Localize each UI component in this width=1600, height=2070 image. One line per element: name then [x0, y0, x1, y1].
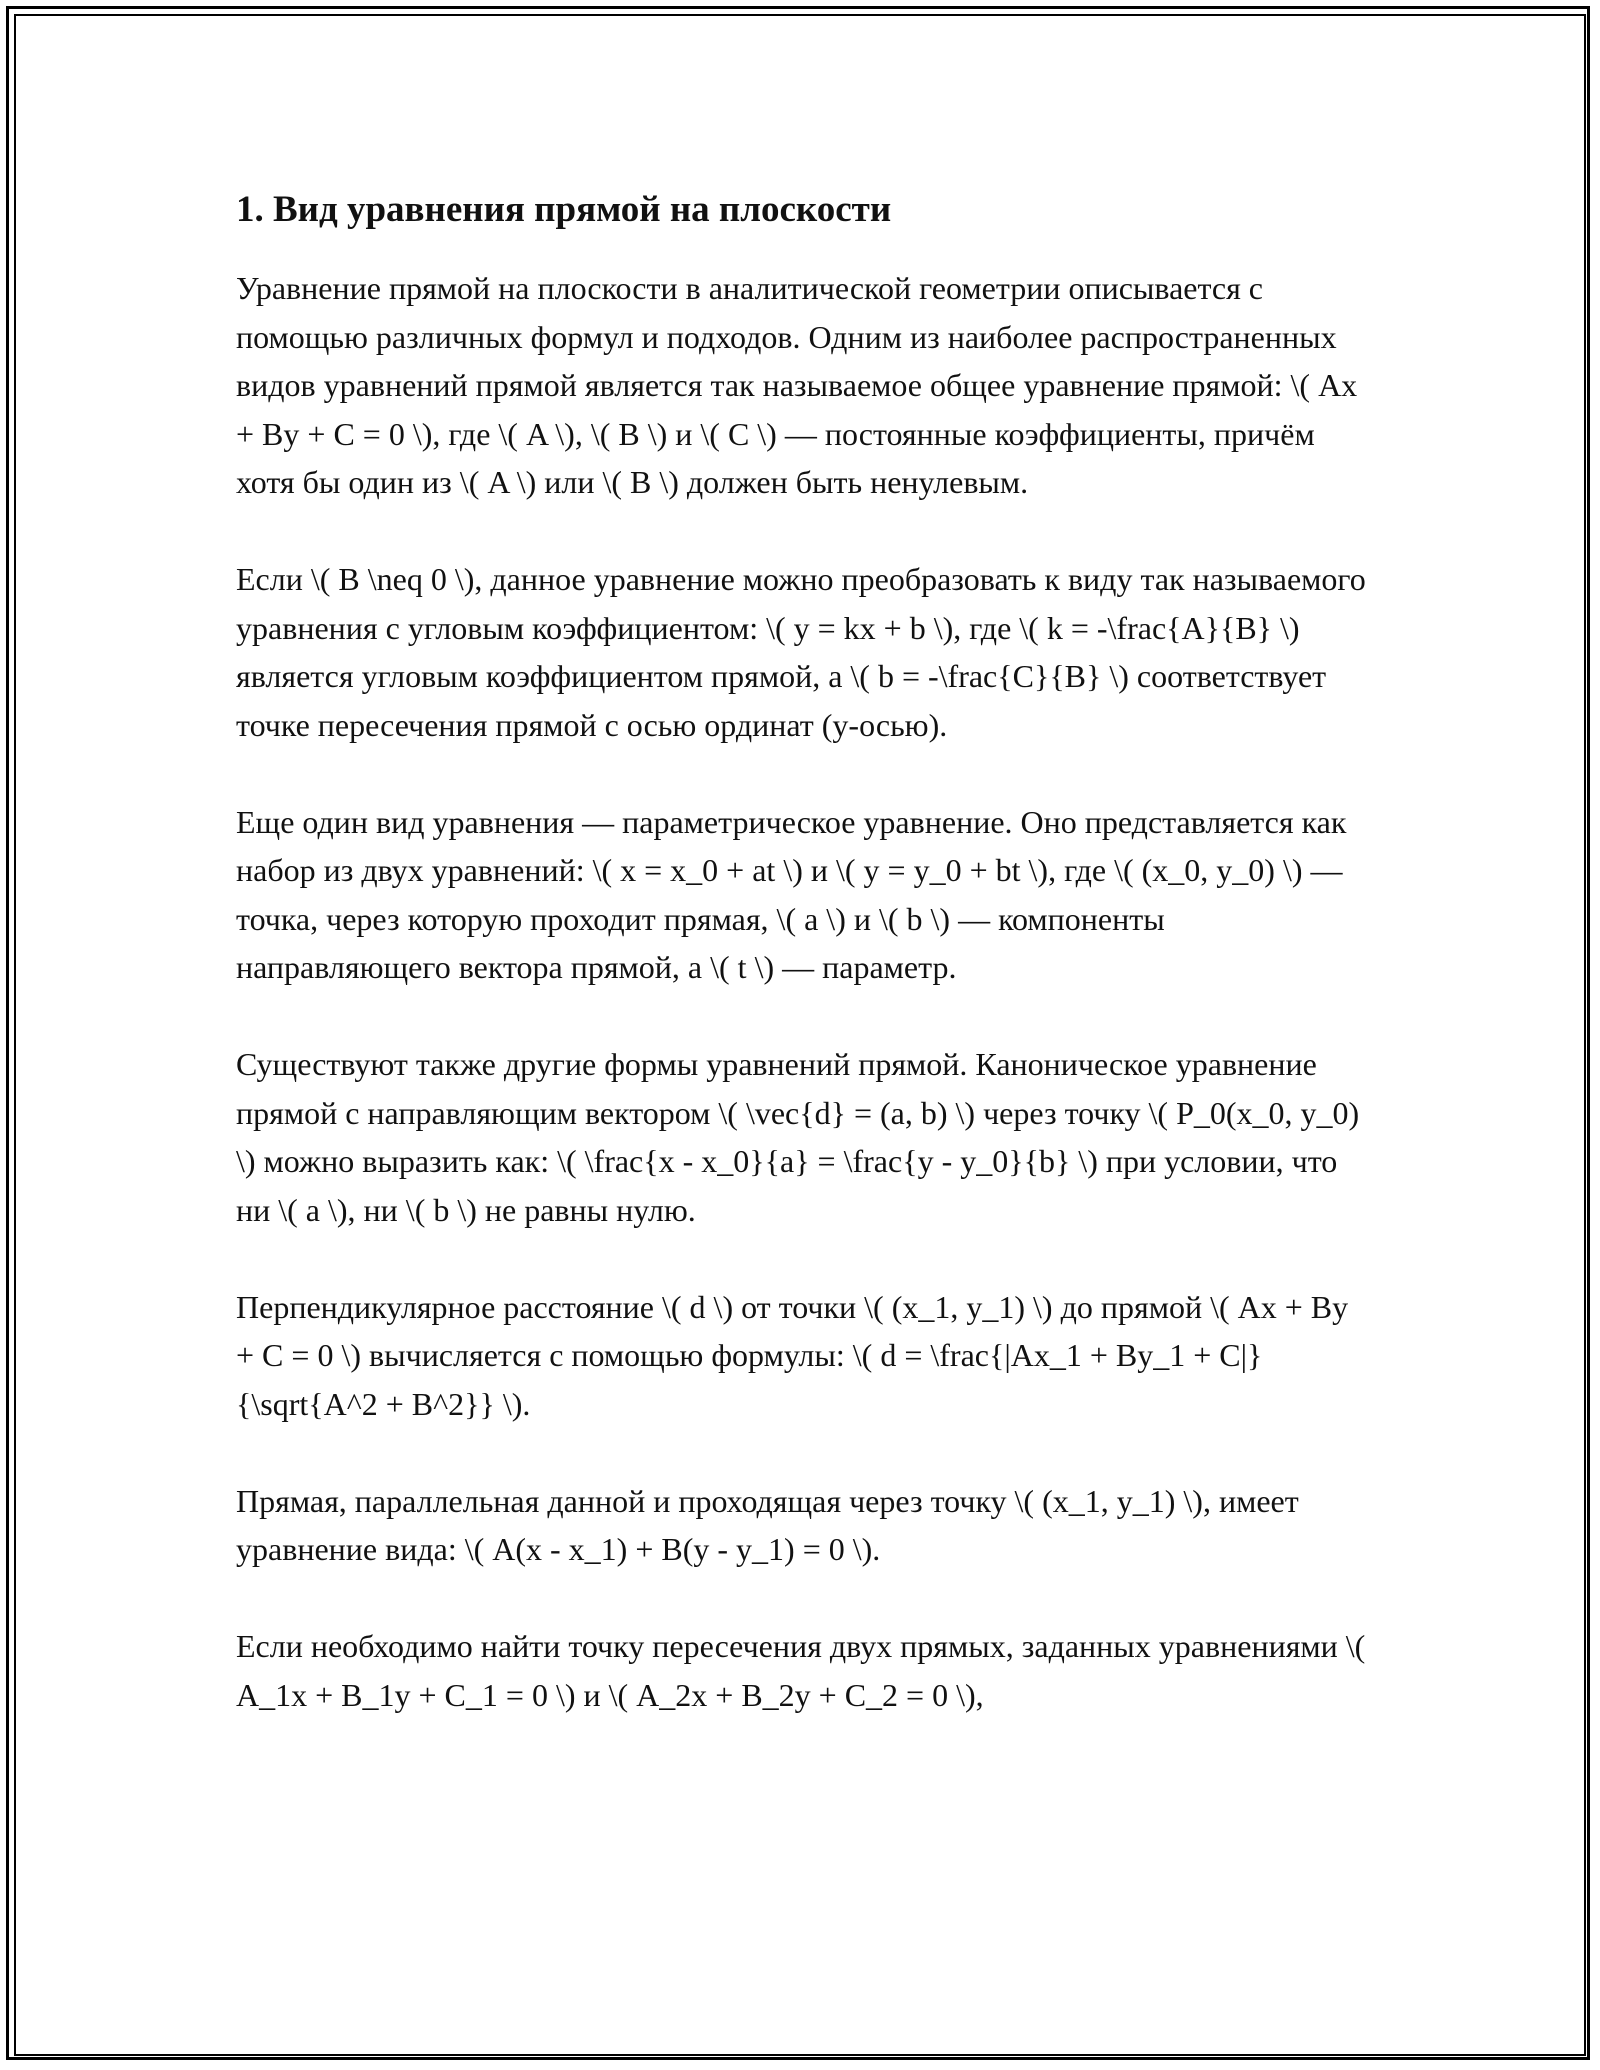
paragraph-general-equation: Уравнение прямой на плоскости в аналитической геометрии описывается с помощью различных формул и подходов. Одним из наиболее распространенных видов уравнений прямой является так называемое общее уравнение прямой: \( Ax + By + C = 0 \), где \( A \), \( B \) и \( C \) — постоянные коэффициенты, причём хотя бы один из \( A \) или \( B \) должен быть ненулевым. — [236, 270, 1358, 500]
paragraph-intersection: Если необходимо найти точку пересечения двух прямых, заданных уравнениями \( A_1x + B_1y + C_1 = 0 \) и \( A_2x + B_2y + C_2 = 0 \), — [236, 1628, 1366, 1713]
document-body — [236, 186, 1366, 1768]
paragraph-parametric-equation: Еще один вид уравнения — параметрическое уравнение. Оно представляется как набор из двух уравнений: \( x = x_0 + at \) и \( y = y_0 + bt \), где \( (x_0, y_0) \) — точка, через которую проходит прямая, \( a \) и \( b \) — компоненты направляющего вектора прямой, а \( t \) — параметр. — [236, 803, 1347, 985]
paragraph-distance-formula: Перпендикулярное расстояние \( d \) от точки \( (x_1, y_1) \) до прямой \( Ax + By + C = 0 \) вычисляется с помощью формулы: \( d = \frac{|Ax_1 + By_1 + C|}{\sqrt{A^2 + B^2}} \). — [236, 1288, 1349, 1422]
paragraph-canonical-equation: Существуют также другие формы уравнений прямой. Каноническое уравнение прямой с направляющим вектором \( \vec{d} = (a, b) \) через точку \( P_0(x_0, y_0) \) можно выразить как: \( \frac{x - x_0}{a} = \frac{y - y_0}{b} \) при условии, что ни \( a \), ни \( b \) не равны нулю. — [236, 1046, 1360, 1228]
paragraph-parallel-line: Прямая, параллельная данной и проходящая через точку \( (x_1, y_1) \), имеет уравнение вида: \( A(x - x_1) + B(y - y_1) = 0 \). — [236, 1482, 1299, 1567]
paragraph-slope-equation: Если \( B \neq 0 \), данное уравнение можно преобразовать к виду так называемого уравнения с угловым коэффициентом: \( y = kx + b \), где \( k = -\frac{A}{B} \) является угловым коэффициентом прямой, а \( b = -\frac{C}{B} \) соответствует точке пересечения прямой с осью ординат (y-осью). — [236, 561, 1366, 743]
section-heading: 1. Вид уравнения прямой на плоскости — [236, 189, 892, 230]
